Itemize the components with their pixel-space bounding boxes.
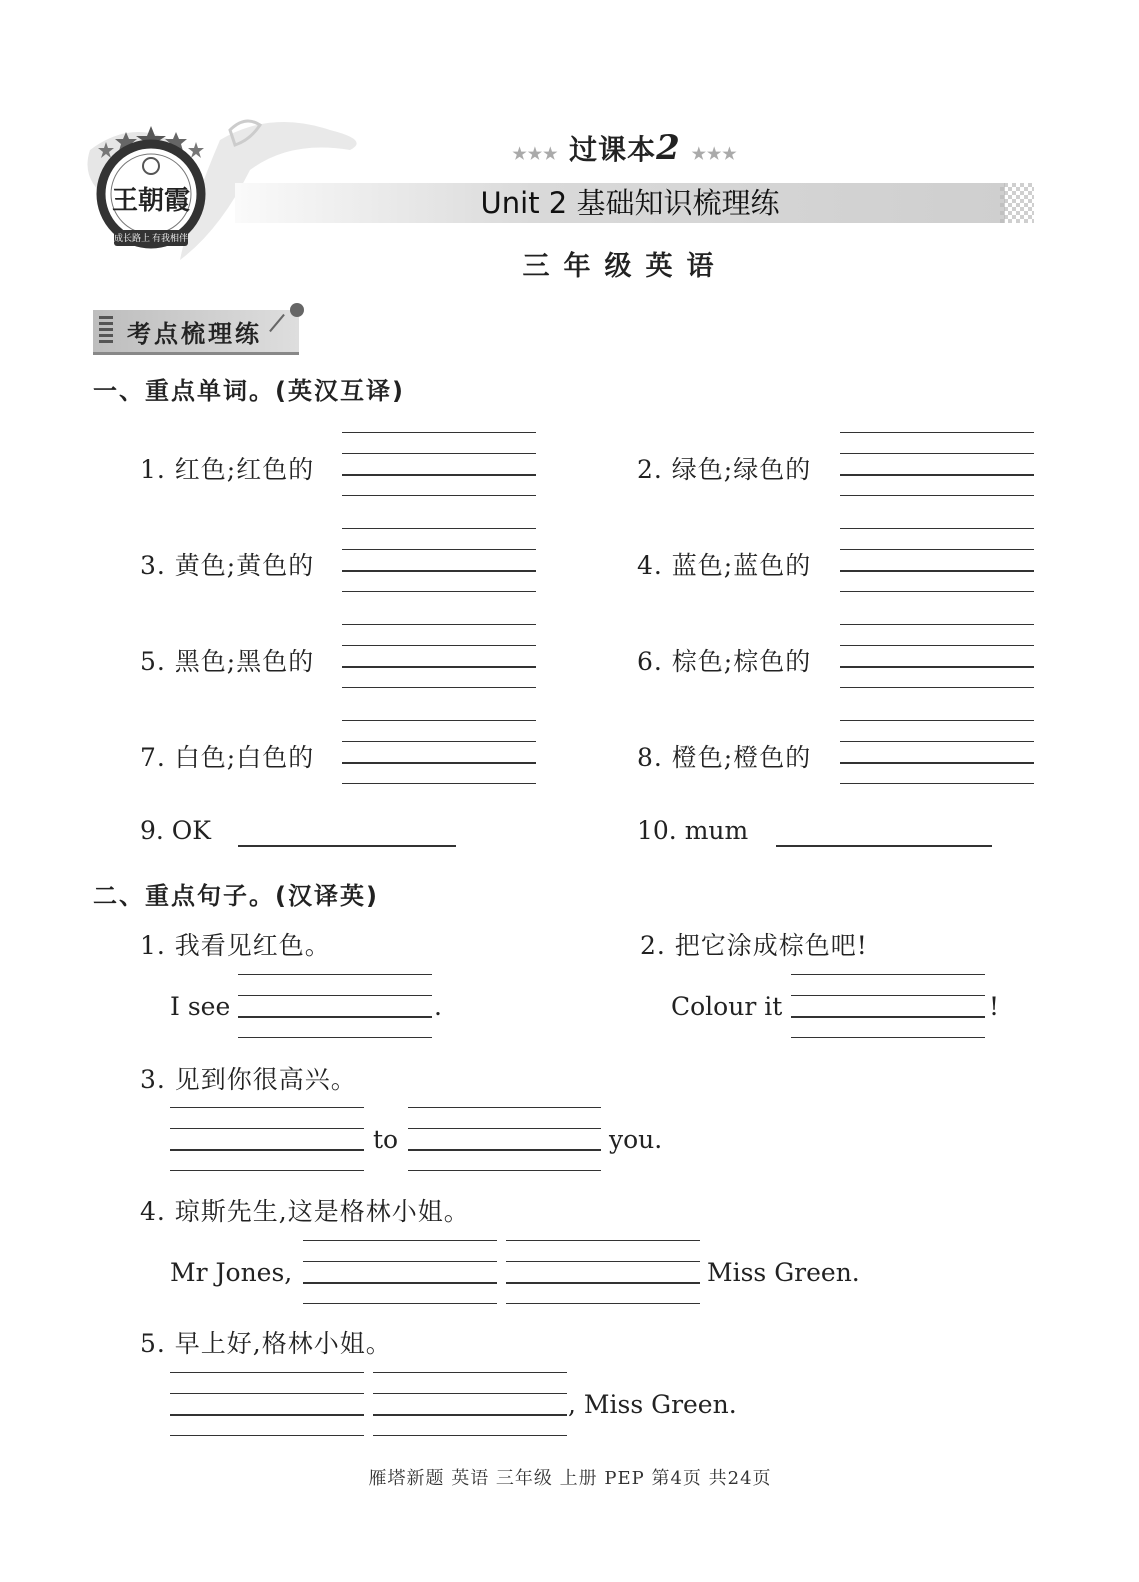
stripe-decoration: [99, 316, 113, 346]
sentence-2-chinese: 2. 把它涂成棕色吧!: [640, 931, 868, 960]
sentence-4-suffix: Miss Green.: [707, 1258, 860, 1287]
sentence-2-prefix: Colour it: [671, 992, 783, 1021]
sentence-4-answer-1[interactable]: [303, 1240, 497, 1304]
sentence-1-answer[interactable]: [238, 974, 432, 1038]
sentence-4-chinese: 4. 琼斯先生,这是格林小姐。: [140, 1197, 470, 1226]
word-item-2: 2. 绿色;绿色的: [637, 455, 812, 484]
answer-line-10[interactable]: [776, 845, 992, 847]
part2-heading: 二、重点句子。(汉译英): [93, 882, 379, 910]
answer-grid-7[interactable]: [342, 720, 536, 784]
word-item-6: 6. 棕色;棕色的: [637, 647, 812, 676]
word-item-8: 8. 橙色;橙色的: [637, 743, 812, 772]
word-item-10: 10. mum: [637, 816, 749, 845]
sentence-1-prefix: I see: [170, 992, 231, 1021]
sentence-3-answer-1[interactable]: [170, 1107, 364, 1171]
part1-heading: 一、重点单词。(英汉互译): [93, 377, 405, 405]
sentence-5-chinese: 5. 早上好,格林小姐。: [140, 1329, 392, 1358]
sentence-4-prefix: Mr Jones,: [170, 1258, 293, 1287]
logo-text: 王朝霞: [111, 186, 190, 216]
section-tag-label: 考点梳理练: [127, 319, 262, 348]
answer-line-9[interactable]: [238, 845, 456, 847]
sentence-1-chinese: 1. 我看见红色。: [140, 931, 331, 960]
page-subtitle: 三年级英语: [522, 251, 728, 282]
sentence-3-middle: to: [373, 1125, 399, 1154]
series-number: 2: [656, 128, 681, 168]
sentence-5-answer-2[interactable]: [373, 1372, 567, 1436]
word-item-5: 5. 黑色;黑色的: [140, 647, 315, 676]
answer-grid-1[interactable]: [342, 432, 536, 496]
unit-title: Unit 2 基础知识梳理练: [480, 186, 780, 220]
answer-grid-4[interactable]: [840, 528, 1034, 592]
section-tag: [93, 310, 299, 355]
logo-slogan-right: 有我相伴: [152, 234, 189, 244]
word-item-1: 1. 红色;红色的: [140, 455, 315, 484]
answer-grid-6[interactable]: [840, 624, 1034, 688]
answer-grid-3[interactable]: [342, 528, 536, 592]
answer-grid-2[interactable]: [840, 432, 1034, 496]
pin-icon: [290, 303, 304, 317]
sentence-3-answer-2[interactable]: [408, 1107, 601, 1171]
sentence-3-suffix: you.: [609, 1125, 663, 1154]
answer-grid-5[interactable]: [342, 624, 536, 688]
series-title-text: 过课本: [569, 133, 657, 166]
star-decoration-right: ★★★: [691, 144, 738, 163]
sentence-5-answer-1[interactable]: [170, 1372, 364, 1436]
publisher-logo: [92, 126, 210, 252]
sentence-2-answer[interactable]: [791, 974, 985, 1038]
sentence-2-suffix: !: [989, 992, 1000, 1021]
word-item-9: 9. OK: [140, 816, 211, 845]
sentence-1-suffix: .: [434, 992, 442, 1021]
sentence-3-chinese: 3. 见到你很高兴。: [140, 1065, 357, 1094]
star-decoration-left: ★★★: [512, 144, 559, 163]
word-item-7: 7. 白色;白色的: [140, 743, 315, 772]
sentence-5-suffix: , Miss Green.: [568, 1390, 737, 1419]
series-title: [500, 128, 750, 168]
page-footer: 雁塔新题 英语 三年级 上册 PEP 第4页 共24页: [368, 1468, 772, 1489]
sentence-4-answer-2[interactable]: [506, 1240, 700, 1304]
logo-slogan-left: 成长路上: [114, 234, 151, 244]
checker-decoration: [1000, 183, 1034, 223]
word-item-4: 4. 蓝色;蓝色的: [637, 551, 812, 580]
word-item-3: 3. 黄色;黄色的: [140, 551, 315, 580]
answer-grid-8[interactable]: [840, 720, 1034, 784]
